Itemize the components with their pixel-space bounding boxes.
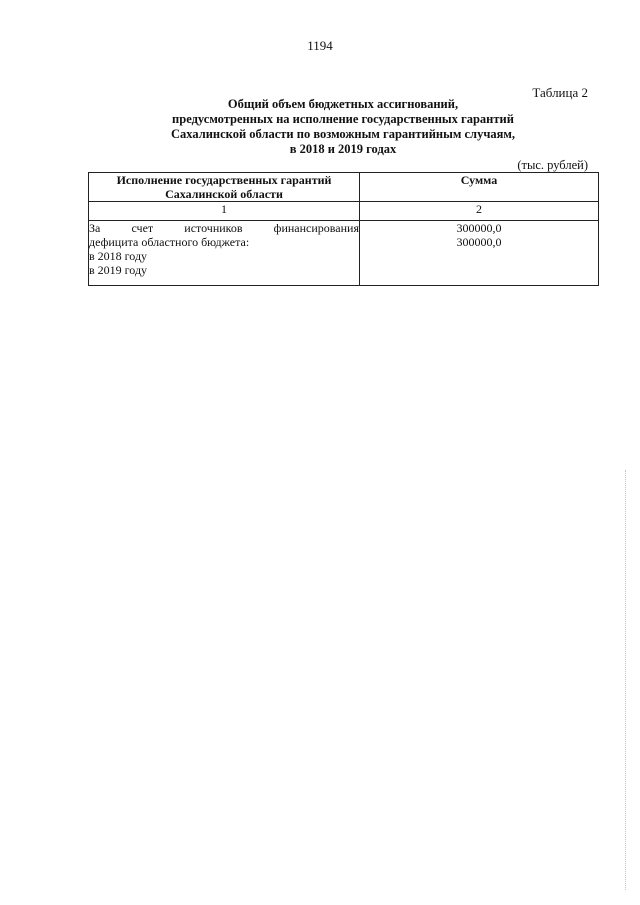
desc-line-2: дефицита областного бюджета: — [89, 235, 250, 249]
desc-line-1 — [89, 221, 359, 235]
title-line-2: предусмотренных на исполнение государственных гарантий — [172, 112, 514, 126]
desc-word: счет — [131, 221, 154, 235]
amount-2018: 300000,0 — [456, 221, 502, 235]
table-header-row — [89, 173, 599, 202]
page-number: 1194 — [307, 38, 333, 53]
column-number-1: 1 — [89, 202, 360, 221]
desc-word: финансирования — [273, 221, 359, 235]
desc-word: источников — [184, 221, 243, 235]
header-amount: Сумма — [360, 173, 599, 202]
desc-line-2019: в 2019 году — [89, 263, 148, 277]
scan-edge-mark — [625, 470, 630, 890]
units-note: (тыс. рублей) — [517, 158, 588, 172]
amount-2019: 300000,0 — [456, 235, 502, 249]
budget-table — [88, 172, 599, 286]
column-number-2: 2 — [360, 202, 599, 221]
column-number-row — [89, 202, 599, 221]
desc-word: За — [89, 221, 101, 235]
header-guarantees-line-1: Исполнение государственных гарантий — [116, 173, 332, 187]
row-amounts — [360, 221, 599, 286]
table-label: Таблица 2 — [532, 85, 588, 100]
title-line-1: Общий объем бюджетных ассигнований, — [227, 97, 459, 111]
desc-line-2018: в 2018 году — [89, 249, 148, 263]
document-title — [88, 97, 598, 157]
table-row — [89, 221, 599, 286]
row-description — [89, 221, 360, 286]
title-line-3: Сахалинской области по возможным гарантийным случаям, — [170, 127, 516, 141]
header-guarantees-line-2: Сахалинской области — [165, 187, 283, 201]
header-guarantees — [89, 173, 360, 202]
title-line-4: в 2018 и 2019 годах — [289, 142, 397, 156]
